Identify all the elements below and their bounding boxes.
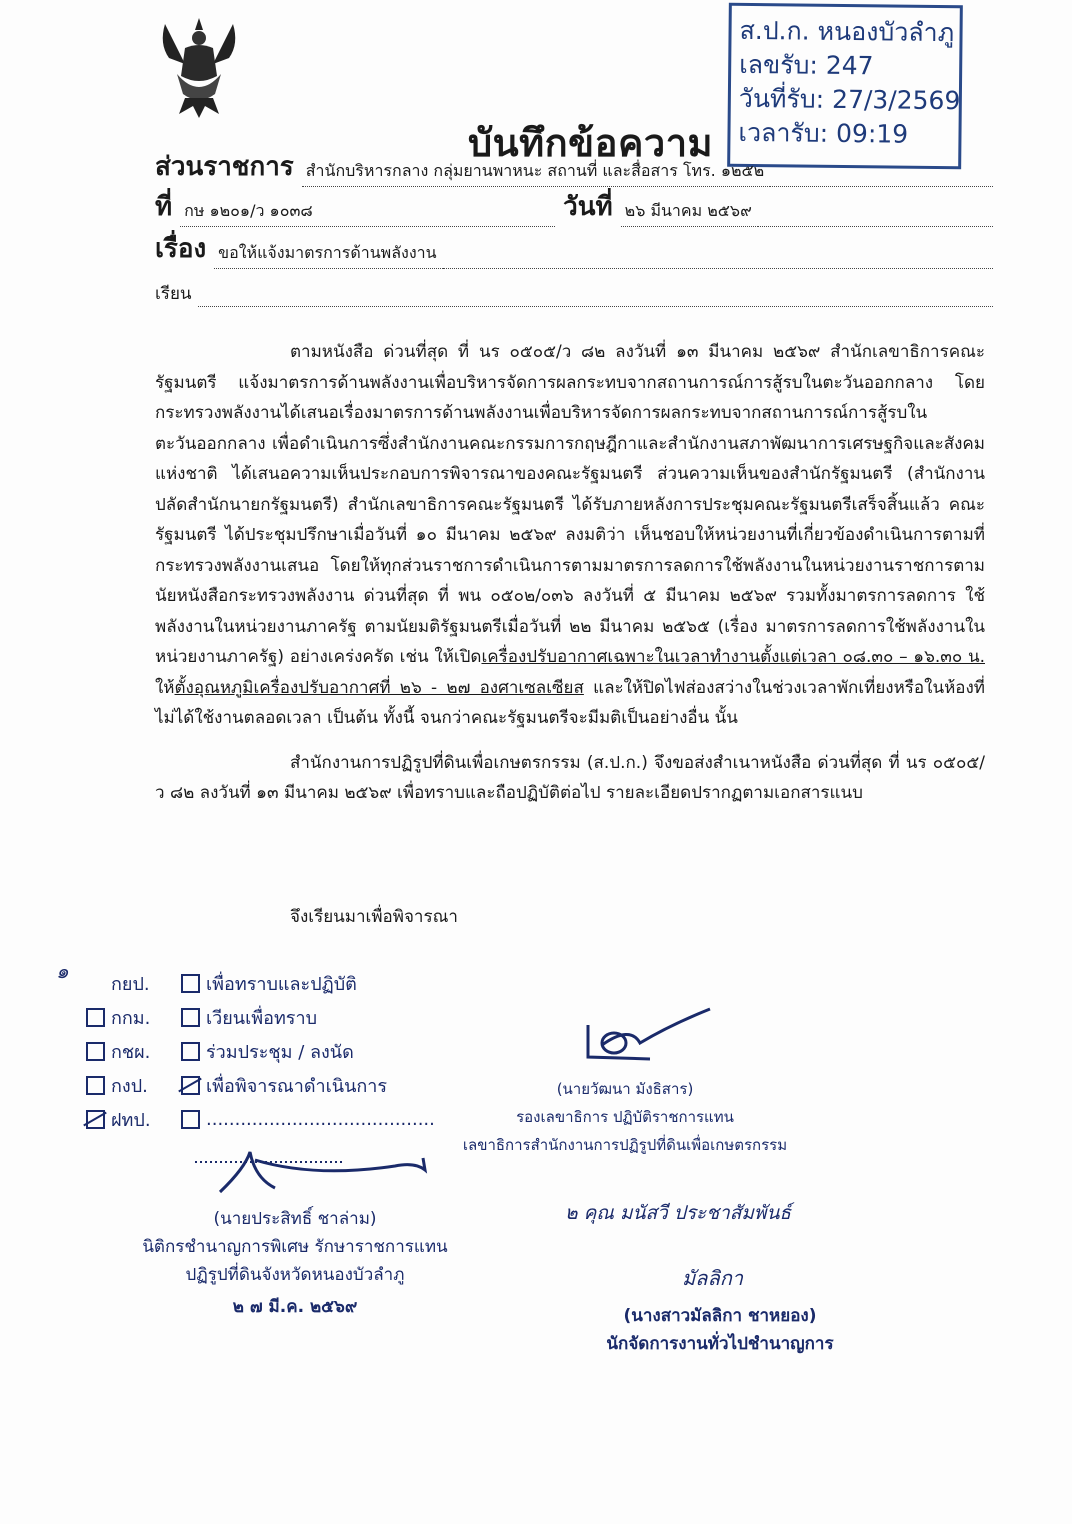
signature-date: ๒ ๗ มี.ค. ๒๕๖๙	[232, 1297, 358, 1317]
stamp-receipt-date: วันที่รับ: 27/3/2569	[738, 83, 961, 116]
unit-checkbox-checked[interactable]	[86, 1110, 105, 1129]
underlined-ac-temp: ตั้งอุณหภูมิเครื่องปรับอากาศที่ ๒๖ - ๒๗ องศาเซลเซียส	[174, 677, 584, 698]
closing-line: จึงเรียนมาเพื่อพิจารณา	[290, 907, 458, 927]
routing-checklist	[86, 966, 435, 1136]
paragraph-2: สำนักงานการปฏิรูปที่ดินเพื่อเกษตรกรรม (ส.ป.ก.) จึงขอส่งสำเนาหนังสือ ด่วนที่สุด ที่ นร ๐๕๐๕/ว ๘๒ ลงวันที่ ๑๓ มีนาคม ๒๕๖๙ เพื่อทราบและถือปฏิบัติต่อไป รายละเอียดปรากฏตามเอกสารแนบ	[155, 752, 985, 803]
signatory-position: นักจัดการงานทั่วไปชำนาญการ	[606, 1334, 834, 1354]
agency-value: สำนักบริหารกลาง กลุ่มยานพาหนะ สถานที่ และสื่อสาร โทร. ๑๒๕๒	[302, 159, 770, 187]
dotted-line	[443, 268, 993, 269]
agency-row	[155, 146, 993, 187]
garuda-emblem-icon	[155, 14, 243, 124]
memo-body	[155, 337, 985, 809]
receipt-stamp	[727, 3, 963, 169]
signatory-name: (นางสาวมัลลิกา ชาหยอง)	[623, 1306, 817, 1326]
underlined-ac-hours: เครื่องปรับอากาศเฉพาะในเวลาทำงานตั้งแต่เวลา ๐๘.๓๐ – ๑๖.๓๐ น.	[481, 647, 985, 667]
unit-checkbox[interactable]	[86, 1008, 105, 1027]
ref-label: ที่	[155, 192, 173, 222]
stamp-office: ส.ป.ก. หนองบัวลำภู	[739, 15, 955, 48]
date-value: ๒๖ มีนาคม ๒๕๖๙	[621, 199, 758, 227]
subject-row	[155, 228, 993, 269]
routing-row: กยป. เพื่อทราบและปฏิบัติ	[111, 973, 357, 995]
subject-label: เรื่อง	[155, 234, 207, 264]
ref-row	[155, 186, 993, 227]
document-title: บันทึกข้อความ	[468, 121, 714, 165]
signatory-main	[455, 1075, 795, 1159]
signatory-staff	[560, 1302, 880, 1358]
action-checkbox[interactable]	[181, 1042, 200, 1061]
to-row	[155, 280, 993, 307]
stamp-receipt-time: เวลารับ: 09:19	[738, 117, 909, 149]
signatory-name: (นายประสิทธิ์ ชาล่าม)	[213, 1209, 377, 1229]
action-checkbox-checked[interactable]	[181, 1076, 200, 1095]
signatory-position: นิติกรชำนาญการพิเศษ รักษาราชการแทน	[142, 1237, 448, 1257]
routing-row: กงป. เพื่อพิจารณาดำเนินการ	[86, 1068, 435, 1102]
agency-label: ส่วนราชการ	[155, 152, 294, 182]
routing-row: ฝทป. ........................................	[86, 1102, 435, 1136]
action-checkbox[interactable]	[181, 1110, 200, 1129]
handwritten-note: ๒ คุณ มนัสวี ประชาสัมพันธ์	[565, 1202, 792, 1224]
paragraph-1: ตามหนังสือ ด่วนที่สุด ที่ นร ๐๕๐๕/ว ๘๒ ลงวันที่ ๑๓ มีนาคม ๒๕๖๙ สำนักเลขาธิการคณะรัฐมนตรี แจ้งมาตรการด้านพลังงานเพื่อบริหารจัดการผลกระทบจากสถานการณ์การสู้รบในตะวันออกกลาง โดยกระทรวงพลังงานได้เสนอเรื่องมาตรการด้านพลังงานเพื่อบริหารจัดการผลกระทบจากสถานการณ์การสู้รบในตะวันออกกลาง เพื่อดำเนินการซึ่งสำนักงานคณะกรรมการกฤษฎีกาและสำนักงานสภาพัฒนาการเศรษฐกิจและสังคมแห่งชาติ ได้เสนอความเห็นประกอบการพิจารณาของคณะรัฐมนตรี ส่วนความเห็นของสำนักรัฐมนตรี (สำนักงานปลัดสำนักนายกรัฐมนตรี) สำนักเลขาธิการคณะรัฐมนตรี ได้รับภายหลังการประชุมคณะรัฐมนตรีเสร็จสิ้นแล้ว คณะรัฐมนตรี ได้ประชุมปรึกษาเมื่อวันที่ ๑๐ มีนาคม ๒๕๖๙ ลงมติว่า เห็นชอบให้หน่วยงานที่เกี่ยวข้องดำเนินการตามที่กระทรวงพลังงานเสนอ โดยให้ทุกส่วนราชการดำเนินการตามมาตรการลดการใช้พลังงานในหน่วยงานราชการตามนัยหนังสือกระทรวงพลังงาน ด่วนที่สุด ที่ พน ๐๕๐๒/๐๓๖ ลงวันที่ ๕ มีนาคม ๒๕๖๙ รวมทั้งมาตรการลดการ ใช้พลังงานในหน่วยงานภาครัฐ ตามนัยมติรัฐมนตรีเมื่อวันที่ ๒๒ มีนาคม ๒๕๖๕ (เรื่อง มาตรการลดการใช้พลังงานในหน่วยงานภาครัฐ) อย่างเคร่งครัด เช่น ให้เปิดเครื่องปรับอากาศเฉพาะในเวลาทำงานตั้งแต่เวลา ๐๘.๓๐ – ๑๖.๓๐ น. ให้ตั้งอุณหภูมิเครื่องปรับอากาศที่ ๒๖ - ๒๗ องศาเซลเซียส และให้ปิดไฟส่องสว่างในช่วงเวลาพักเที่ยงหรือในห้องที่ไม่ได้ใช้งานตลอดเวลา เป็นต้น ทั้งนี้ จนกว่าคณะรัฐมนตรีจะมีมติเป็นอย่างอื่น นั้น	[155, 342, 985, 728]
signature-provincial-icon	[195, 1148, 435, 1202]
signatory-position: ปฏิรูปที่ดินจังหวัดหนองบัวลำภู	[185, 1265, 405, 1285]
unit-checkbox[interactable]	[86, 1042, 105, 1061]
to-label: เรียน	[155, 284, 192, 304]
signatory-position: รองเลขาธิการ ปฏิบัติราชการแทน	[516, 1108, 734, 1126]
stamp-receipt-no: เลขรับ: 247	[739, 49, 874, 81]
handwritten-number: ๑	[56, 959, 69, 983]
unit-checkbox[interactable]	[86, 1076, 105, 1095]
dotted-line	[758, 226, 993, 227]
action-checkbox[interactable]	[181, 1008, 200, 1027]
subject-value: ขอให้แจ้งมาตรการด้านพลังงาน	[214, 241, 442, 269]
dotted-line	[198, 306, 993, 307]
signatory-provincial	[120, 1205, 470, 1321]
signature-main-icon	[580, 1005, 720, 1069]
handwritten-initials: มัลลิกา	[682, 1266, 744, 1290]
date-label: วันที่	[563, 192, 613, 222]
action-checkbox[interactable]	[181, 974, 200, 993]
routing-row: กกม. เวียนเพื่อทราบ	[86, 1000, 435, 1034]
signatory-name: (นายวัฒนา มังธิสาร)	[556, 1080, 694, 1098]
signatory-position: เลขาธิการสำนักงานการปฏิรูปที่ดินเพื่อเกษตรกรรม	[462, 1136, 788, 1154]
routing-row: กชผ. ร่วมประชุม / ลงนัด	[86, 1034, 435, 1068]
ref-value: กษ ๑๒๐๑/ว ๑๐๓๘	[180, 199, 555, 227]
